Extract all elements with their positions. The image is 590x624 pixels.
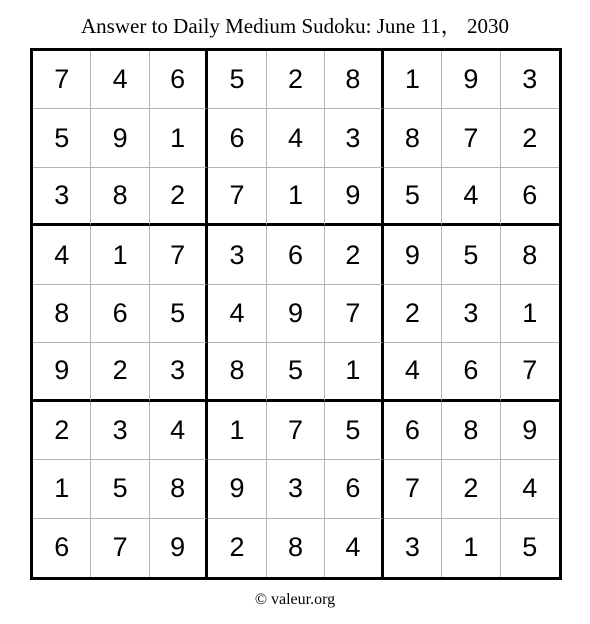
sudoku-cell-r4-c5[interactable]: 6 <box>267 226 325 284</box>
page-title: Answer to Daily Medium Sudoku: June 11， 2030 <box>81 14 509 38</box>
sudoku-cell-r7-c4[interactable]: 1 <box>208 402 266 460</box>
sudoku-cell-r2-c9[interactable]: 2 <box>501 109 559 167</box>
sudoku-cell-r6-c2[interactable]: 2 <box>91 343 149 401</box>
copyright-footer: © valeur.org <box>254 591 336 608</box>
sudoku-grid <box>30 48 562 580</box>
sudoku-cell-r9-c3[interactable]: 9 <box>150 519 208 577</box>
sudoku-cell-r3-c4[interactable]: 7 <box>208 168 266 226</box>
sudoku-cell-r2-c8[interactable]: 7 <box>442 109 500 167</box>
sudoku-cell-r9-c9[interactable]: 5 <box>522 532 538 563</box>
sudoku-cell-r1-c1[interactable]: 7 <box>33 51 91 109</box>
sudoku-cell-r7-c8[interactable]: 8 <box>442 402 500 460</box>
sudoku-cell-r4-c2[interactable]: 1 <box>91 226 149 284</box>
sudoku-cell-r6-c3[interactable]: 3 <box>150 343 208 401</box>
sudoku-cell-r8-c2[interactable]: 5 <box>91 460 149 518</box>
sudoku-cell-r8-c7[interactable]: 7 <box>384 460 442 518</box>
sudoku-cell-r5-c8[interactable]: 3 <box>442 285 500 343</box>
sudoku-cell-r2-c5[interactable]: 4 <box>267 109 325 167</box>
sudoku-cell-r3-c3[interactable]: 2 <box>150 168 208 226</box>
sudoku-cell-r1-c5[interactable]: 2 <box>267 51 325 109</box>
sudoku-cell-r3-c1[interactable]: 3 <box>33 168 91 226</box>
sudoku-cell-r7-c7[interactable]: 6 <box>384 402 442 460</box>
sudoku-cell-r2-c4[interactable]: 6 <box>208 109 266 167</box>
sudoku-cell-r9-c7[interactable]: 3 <box>384 519 442 577</box>
sudoku-cell-r1-c7[interactable]: 1 <box>384 51 442 109</box>
sudoku-cell-r8-c5[interactable]: 3 <box>267 460 325 518</box>
sudoku-cell-r5-c3[interactable]: 5 <box>150 285 208 343</box>
sudoku-cell-r4-c8[interactable]: 5 <box>442 226 500 284</box>
sudoku-cell-r2-c6[interactable]: 3 <box>325 109 383 167</box>
sudoku-cell-r8-c8[interactable]: 2 <box>442 460 500 518</box>
sudoku-cell-r3-c6[interactable]: 9 <box>325 168 383 226</box>
sudoku-cell-r7-c5[interactable]: 7 <box>267 402 325 460</box>
sudoku-cell-r2-c3[interactable]: 1 <box>150 109 208 167</box>
sudoku-cell-r6-c7[interactable]: 4 <box>384 343 442 401</box>
sudoku-cell-r6-c6[interactable]: 1 <box>325 343 383 401</box>
sudoku-cell-r4-c4[interactable]: 3 <box>208 226 266 284</box>
sudoku-cell-r9-c5[interactable]: 8 <box>267 519 325 577</box>
sudoku-cell-r5-c7[interactable]: 2 <box>384 285 442 343</box>
sudoku-cell-r2-c1[interactable]: 5 <box>33 109 91 167</box>
sudoku-cell-r3-c9[interactable]: 6 <box>501 168 559 226</box>
sudoku-cell-r7-c6[interactable]: 5 <box>325 402 383 460</box>
sudoku-cell-r1-c9[interactable]: 3 <box>501 51 559 109</box>
sudoku-cell-r7-c1[interactable]: 2 <box>33 402 91 460</box>
sudoku-cell-r5-c9[interactable]: 1 <box>501 285 559 343</box>
sudoku-cell-r9-c6[interactable]: 4 <box>325 519 383 577</box>
sudoku-cell-r6-c4[interactable]: 8 <box>208 343 266 401</box>
sudoku-cell-r2-c2[interactable]: 9 <box>91 109 149 167</box>
sudoku-cell-r9-c2[interactable]: 7 <box>91 519 149 577</box>
sudoku-cell-r2-c7[interactable]: 8 <box>384 109 442 167</box>
sudoku-cell-r5-c5[interactable]: 9 <box>267 285 325 343</box>
sudoku-cell-r5-c4[interactable]: 4 <box>208 285 266 343</box>
sudoku-cell-r1-c6[interactable]: 8 <box>325 51 383 109</box>
sudoku-cell-r9-c4[interactable]: 2 <box>208 519 266 577</box>
sudoku-cell-r3-c8[interactable]: 4 <box>442 168 500 226</box>
sudoku-cell-r6-c8[interactable]: 6 <box>442 343 500 401</box>
sudoku-cell-r7-c2[interactable]: 3 <box>91 402 149 460</box>
sudoku-cell-r5-c6[interactable]: 7 <box>325 285 383 343</box>
sudoku-cell-r4-c1[interactable]: 4 <box>33 226 91 284</box>
sudoku-cell-r6-c5[interactable]: 5 <box>267 343 325 401</box>
sudoku-cell-r4-c3[interactable]: 7 <box>150 226 208 284</box>
sudoku-cell-r1-c3[interactable]: 6 <box>150 51 208 109</box>
sudoku-cell-r8-c3[interactable]: 8 <box>150 460 208 518</box>
sudoku-cell-r5-c2[interactable]: 6 <box>91 285 149 343</box>
sudoku-cell-r8-c9[interactable]: 4 <box>501 460 559 518</box>
sudoku-cell-r7-c9[interactable]: 9 <box>501 402 559 460</box>
sudoku-cell-r4-c7[interactable]: 9 <box>384 226 442 284</box>
sudoku-cell-r8-c1[interactable]: 1 <box>33 460 91 518</box>
sudoku-cell-r5-c1[interactable]: 8 <box>33 285 91 343</box>
sudoku-cell-r4-c6[interactable]: 2 <box>325 226 383 284</box>
sudoku-cell-r1-c8[interactable]: 9 <box>442 51 500 109</box>
sudoku-cell-r9-c8[interactable]: 1 <box>442 519 500 577</box>
sudoku-cell-r4-c9[interactable]: 8 <box>501 226 559 284</box>
sudoku-cell-r3-c7[interactable]: 5 <box>384 168 442 226</box>
sudoku-cell-r8-c4[interactable]: 9 <box>208 460 266 518</box>
sudoku-cell-r6-c1[interactable]: 9 <box>33 343 91 401</box>
sudoku-cell-r7-c3[interactable]: 4 <box>150 402 208 460</box>
sudoku-cell-r3-c5[interactable]: 1 <box>267 168 325 226</box>
sudoku-cell-r1-c4[interactable]: 5 <box>208 51 266 109</box>
sudoku-cell-r1-c2[interactable]: 4 <box>91 51 149 109</box>
sudoku-cell-r6-c9[interactable]: 7 <box>501 343 559 401</box>
sudoku-cell-r3-c2[interactable]: 8 <box>91 168 149 226</box>
sudoku-cell-r8-c6[interactable]: 6 <box>325 460 383 518</box>
sudoku-cell-r9-c1[interactable]: 6 <box>33 519 91 577</box>
